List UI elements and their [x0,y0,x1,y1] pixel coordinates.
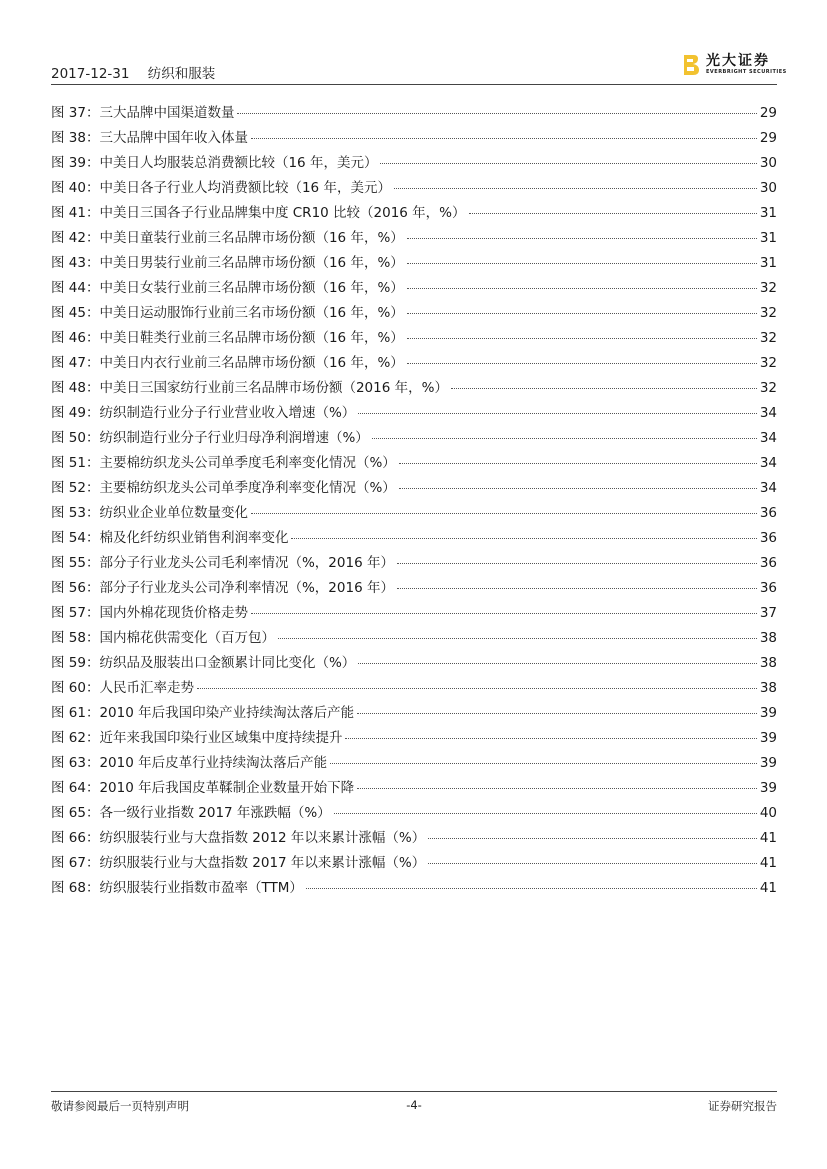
toc-dot-leader [407,313,757,314]
toc-entry-title: 图 39：中美日人均服装总消费额比较（16 年，美元） [51,155,378,171]
toc-dot-leader [407,238,757,239]
toc-dot-leader [397,588,757,589]
toc-entry-title: 图 37：三大品牌中国渠道数量 [51,105,235,121]
toc-entry-title: 图 47：中美日内衣行业前三名品牌市场份额（16 年，%） [51,355,404,371]
toc-entry-title: 图 40：中美日各子行业人均消费额比较（16 年，美元） [51,180,391,196]
toc-entry-page: 36 [759,505,777,521]
figure-index-list [51,101,777,901]
toc-entry-title: 图 43：中美日男装行业前三名品牌市场份额（16 年，%） [51,255,404,271]
toc-entry[interactable] [51,501,777,526]
toc-entry-page: 36 [759,530,777,546]
toc-entry-title: 图 61：2010 年后我国印染产业持续淘汰落后产能 [51,705,355,721]
toc-dot-leader [357,713,757,714]
toc-entry-page: 37 [759,605,777,621]
page-header [51,53,787,84]
toc-entry-page: 40 [759,805,777,821]
toc-entry[interactable] [51,301,777,326]
toc-entry-title: 图 38：三大品牌中国年收入体量 [51,130,248,146]
toc-entry-page: 38 [759,680,777,696]
toc-entry-title: 图 45：中美日运动服饰行业前三名市场份额（16 年，%） [51,305,404,321]
toc-dot-leader [469,213,757,214]
toc-entry[interactable] [51,101,777,126]
toc-dot-leader [278,638,757,639]
toc-entry[interactable] [51,826,777,851]
toc-entry-page: 34 [759,480,777,496]
toc-entry-page: 31 [759,205,777,221]
toc-entry[interactable] [51,376,777,401]
toc-entry-page: 36 [759,555,777,571]
toc-entry-title: 图 50：纺织制造行业分子行业归母净利润增速（%） [51,430,369,446]
toc-entry[interactable] [51,726,777,751]
toc-dot-leader [428,838,757,839]
toc-entry-page: 38 [759,630,777,646]
logo-text-en: EVERBRIGHT SECURITIES [706,69,787,75]
toc-entry[interactable] [51,201,777,226]
toc-dot-leader [380,163,756,164]
toc-entry[interactable] [51,676,777,701]
toc-entry-page: 34 [759,405,777,421]
toc-entry-title: 图 41：中美日三国各子行业品牌集中度 CR10 比较（2016 年，%） [51,205,466,221]
toc-entry-title: 图 48：中美日三国家纺行业前三名品牌市场份额（2016 年，%） [51,380,448,396]
toc-entry-title: 图 58：国内棉花供需变化（百万包） [51,630,275,646]
toc-dot-leader [407,338,757,339]
toc-dot-leader [330,763,757,764]
toc-entry[interactable] [51,701,777,726]
toc-entry-title: 图 57：国内外棉花现货价格走势 [51,605,248,621]
toc-entry[interactable] [51,251,777,276]
toc-dot-leader [251,513,757,514]
toc-entry-page: 36 [759,580,777,596]
toc-entry[interactable] [51,551,777,576]
toc-dot-leader [251,138,757,139]
toc-entry[interactable] [51,351,777,376]
toc-entry[interactable] [51,326,777,351]
toc-entry[interactable] [51,476,777,501]
toc-entry[interactable] [51,126,777,151]
toc-entry[interactable] [51,601,777,626]
toc-entry-page: 39 [759,755,777,771]
toc-entry-page: 30 [759,180,777,196]
footer-page-number: -4- [406,1098,422,1112]
toc-entry-title: 图 46：中美日鞋类行业前三名品牌市场份额（16 年，%） [51,330,404,346]
toc-entry-page: 31 [759,255,777,271]
toc-entry-title: 图 56：部分子行业龙头公司净利率情况（%，2016 年） [51,580,394,596]
page-footer [51,1098,777,1116]
footer-doc-type: 证券研究报告 [708,1099,777,1113]
toc-dot-leader [251,613,757,614]
toc-entry-title: 图 66：纺织服装行业与大盘指数 2012 年以来累计涨幅（%） [51,830,426,846]
toc-dot-leader [394,188,757,189]
toc-entry[interactable] [51,751,777,776]
toc-entry-title: 图 62：近年来我国印染行业区域集中度持续提升 [51,730,343,746]
toc-entry-title: 图 53：纺织业企业单位数量变化 [51,505,248,521]
toc-dot-leader [451,388,757,389]
toc-entry-page: 32 [759,355,777,371]
toc-entry[interactable] [51,451,777,476]
toc-dot-leader [407,288,757,289]
toc-entry-page: 32 [759,305,777,321]
toc-entry[interactable] [51,651,777,676]
toc-dot-leader [358,413,757,414]
toc-entry-page: 34 [759,430,777,446]
toc-dot-leader [399,488,757,489]
toc-entry-title: 图 59：纺织品及服装出口金额累计同比变化（%） [51,655,356,671]
toc-dot-leader [399,463,757,464]
toc-entry[interactable] [51,801,777,826]
toc-dot-leader [357,788,757,789]
toc-entry-page: 34 [759,455,777,471]
header-divider [51,84,777,85]
toc-entry-title: 图 44：中美日女装行业前三名品牌市场份额（16 年，%） [51,280,404,296]
toc-entry-page: 39 [759,705,777,721]
toc-entry[interactable] [51,401,777,426]
toc-entry-page: 39 [759,730,777,746]
toc-dot-leader [237,113,756,114]
toc-entry-page: 38 [759,655,777,671]
toc-dot-leader [372,438,757,439]
industry-name: 纺织和服装 [147,66,216,82]
toc-entry-title: 图 65：各一级行业指数 2017 年涨跌幅（%） [51,805,331,821]
toc-entry[interactable] [51,226,777,251]
toc-dot-leader [428,863,757,864]
header-meta [51,62,229,82]
toc-entry[interactable] [51,526,777,551]
toc-entry[interactable] [51,851,777,876]
logo-text-cn: 光大证券 [706,53,770,69]
toc-entry-page: 41 [759,880,777,896]
toc-entry-page: 29 [759,130,777,146]
everbright-logo [682,50,787,80]
toc-entry-page: 31 [759,230,777,246]
toc-entry-page: 32 [759,380,777,396]
toc-dot-leader [345,738,756,739]
logo-mark-icon [682,54,700,76]
toc-entry-title: 图 68：纺织服装行业指数市盈率（TTM） [51,880,303,896]
toc-dot-leader [407,363,757,364]
toc-entry-page: 30 [759,155,777,171]
toc-dot-leader [397,563,757,564]
toc-entry-page: 39 [759,780,777,796]
toc-entry-title: 图 51：主要棉纺织龙头公司单季度毛利率变化情况（%） [51,455,396,471]
toc-dot-leader [306,888,757,889]
toc-entry[interactable] [51,576,777,601]
footer-divider [51,1091,777,1092]
toc-entry[interactable] [51,276,777,301]
toc-entry[interactable] [51,151,777,176]
toc-dot-leader [407,263,757,264]
toc-dot-leader [358,663,757,664]
toc-entry-page: 32 [759,330,777,346]
footer-disclaimer: 敬请参阅最后一页特别声明 [51,1099,189,1113]
toc-entry[interactable] [51,876,777,901]
toc-dot-leader [291,538,756,539]
toc-entry-title: 图 60：人民币汇率走势 [51,680,194,696]
report-date: 2017-12-31 [51,66,130,82]
toc-entry-title: 图 52：主要棉纺织龙头公司单季度净利率变化情况（%） [51,480,396,496]
toc-entry-page: 41 [759,855,777,871]
toc-entry[interactable] [51,176,777,201]
toc-entry-title: 图 67：纺织服装行业与大盘指数 2017 年以来累计涨幅（%） [51,855,426,871]
toc-entry-page: 32 [759,280,777,296]
toc-entry-page: 41 [759,830,777,846]
toc-entry-title: 图 49：纺织制造行业分子行业营业收入增速（%） [51,405,356,421]
toc-entry-title: 图 64：2010 年后我国皮革鞣制企业数量开始下降 [51,780,355,796]
toc-entry[interactable] [51,426,777,451]
toc-entry[interactable] [51,776,777,801]
toc-entry-page: 29 [759,105,777,121]
toc-dot-leader [197,688,757,689]
toc-entry-title: 图 63：2010 年后皮革行业持续淘汰落后产能 [51,755,328,771]
toc-entry[interactable] [51,626,777,651]
toc-entry-title: 图 42：中美日童装行业前三名品牌市场份额（16 年，%） [51,230,404,246]
toc-entry-title: 图 55：部分子行业龙头公司毛利率情况（%，2016 年） [51,555,394,571]
toc-dot-leader [334,813,757,814]
toc-entry-title: 图 54：棉及化纤纺织业销售利润率变化 [51,530,289,546]
